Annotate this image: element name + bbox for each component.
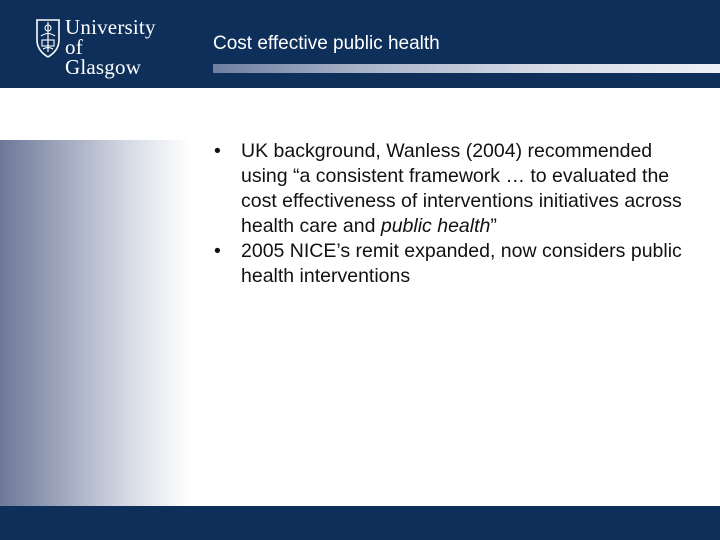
title-underline xyxy=(213,64,720,73)
bullet-marker: • xyxy=(214,240,221,262)
crest-icon xyxy=(34,16,62,58)
bullet-text-end: ” xyxy=(490,215,497,237)
bullet-list xyxy=(214,139,694,289)
slide-footer xyxy=(0,506,720,540)
bullet-text: UK background, Wanless (2004) recommended using “a consistent framework … to evaluated the cost effectiveness of interventions initiatives across health care and xyxy=(241,140,682,237)
side-gradient-bar xyxy=(0,140,190,506)
bullet-item xyxy=(214,139,694,239)
bullet-text: 2005 NICE’s remit expanded, now considers public health interventions xyxy=(241,240,682,287)
slide-header xyxy=(0,0,720,88)
slide-title: Cost effective public health xyxy=(213,33,440,54)
logo-wordmark xyxy=(65,17,162,77)
logo-line-2: of Glasgow xyxy=(65,35,142,79)
bullet-text-italic: public health xyxy=(380,215,491,237)
bullet-marker: • xyxy=(214,140,221,162)
bullet-item xyxy=(214,239,694,289)
logo-line-1: University xyxy=(65,15,156,39)
university-logo xyxy=(34,15,162,79)
